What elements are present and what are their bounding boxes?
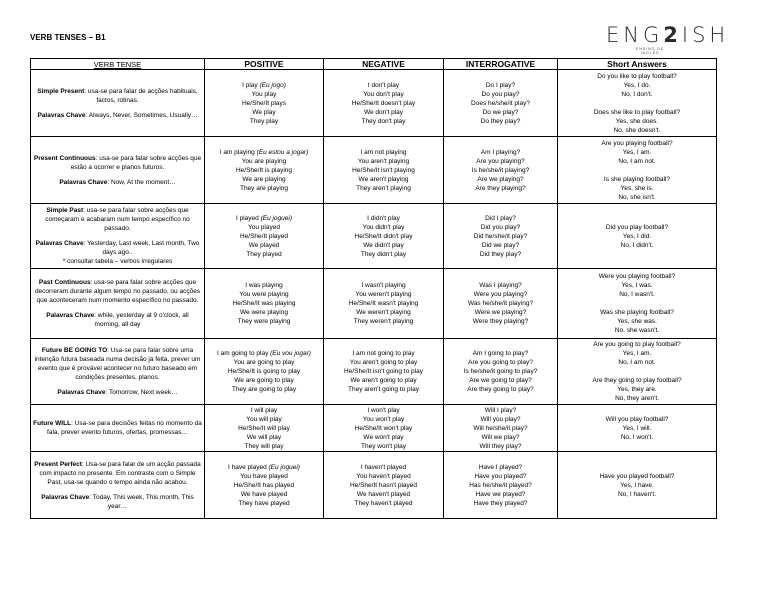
short-answers-cell-line: Yes, I did.	[622, 232, 652, 240]
interrogative-cell-line: Does he/she/it play?	[471, 99, 530, 107]
keywords-text: : Now, At the moment…	[107, 178, 176, 186]
short-answers-cell-line: Does she like to play football?	[593, 108, 681, 116]
interrogative-cell-line: Am I going to play?	[472, 350, 529, 357]
spacer	[560, 367, 714, 376]
table-row	[31, 269, 717, 339]
keywords	[33, 388, 202, 397]
tense-definition	[33, 87, 202, 105]
negative-cell-line: He/She/It isn't playing	[352, 166, 415, 174]
short-answers-cell-line: No, she doesn't.	[613, 126, 661, 134]
short-answers-cell-line: Yes, I do.	[623, 81, 651, 89]
keywords	[33, 493, 202, 511]
negative-cell-line: We weren't playing	[356, 309, 411, 316]
negative-cell-line: He/She/It hasn't played	[349, 481, 417, 489]
short-answers-cell	[558, 137, 717, 204]
tense-description	[31, 137, 205, 204]
short-answers-cell-line: Have you played football?	[599, 472, 675, 480]
short-answers-cell-line: No, I wasn't.	[619, 291, 655, 298]
negative-cell-line: I wasn't playing	[361, 282, 406, 289]
tense-description	[31, 339, 205, 405]
tense-note: * consultar tabela – verbos irregulares	[62, 258, 173, 265]
keywords-text: : Yesterday, Last week, Last month, Two days ago..	[83, 240, 200, 256]
logo-subtitle: ENSINO DE INGLÊS	[635, 47, 665, 55]
interrogative-cell-line: Do you play?	[481, 90, 520, 98]
interrogative-cell-line: Will we play?	[481, 433, 520, 441]
short-answers-cell-line: No, I haven't.	[617, 490, 657, 498]
positive-cell-line: He/She/It is going to play	[227, 368, 301, 375]
negative-cell-line: You didn't play	[362, 223, 405, 231]
short-answers-cell-line: Yes, they are.	[617, 386, 657, 393]
interrogative-cell-line: Is he/she/it going to play?	[463, 368, 538, 375]
negative-cell-line: You haven't played	[356, 472, 411, 480]
tense-description	[31, 452, 205, 519]
short-answers-cell-line: Was she playing football?	[600, 309, 674, 316]
translation-gloss: (Eu jogo)	[259, 81, 286, 89]
header-verb-tense: VERB TENSE	[31, 59, 205, 70]
tense-description	[31, 204, 205, 269]
negative-cell-line: I am not going to play	[352, 350, 415, 357]
positive-cell	[205, 405, 324, 452]
tense-definition-text: : usa-se para falar sobre acções que decorreram durante algum tempo no passado, ou acções que aconteceram num momento específico no passado.	[34, 279, 201, 304]
interrogative-cell-line: Do I play?	[485, 81, 516, 89]
translation-gloss: (Eu joguei)	[260, 214, 292, 222]
positive-cell-line: You play	[251, 90, 277, 98]
negative-cell-line: We haven't played	[356, 490, 411, 498]
tense-name: Simple Past	[46, 207, 84, 214]
interrogative-cell-line: Will you play?	[480, 415, 521, 423]
header-positive: POSITIVE	[205, 59, 324, 70]
tense-definition	[33, 154, 202, 172]
negative-cell-line: We aren't going to play	[350, 377, 417, 384]
negative-cell-line: I am not playing	[360, 148, 407, 156]
tense-definition-text: : usa-se para falar sobre acções que estão a ocorrer e planos futuros.	[70, 154, 202, 171]
interrogative-cell-line: Did we play?	[481, 241, 520, 249]
short-answers-cell-line: Are you going to play football?	[593, 341, 681, 348]
table-header-row	[31, 59, 717, 70]
verb-tenses-table	[30, 58, 717, 519]
interrogative-cell-line: Is he/she/it playing?	[471, 166, 530, 174]
interrogative-cell-line: Have they played?	[473, 499, 528, 507]
english-logo	[606, 23, 730, 55]
negative-cell	[324, 452, 444, 519]
short-answers-cell-line: Were you playing football?	[598, 273, 676, 280]
short-answers-cell-line: Is she playing football?	[603, 175, 671, 183]
interrogative-cell-line: Are you going to play?	[468, 359, 533, 366]
logo-wordmark: ENG2ISH	[606, 23, 730, 47]
spacer	[560, 166, 714, 175]
tense-definition	[33, 460, 202, 487]
interrogative-cell-line: Will I play?	[484, 406, 517, 414]
short-answers-cell	[558, 204, 717, 269]
header-interrogative: INTERROGATIVE	[444, 59, 558, 70]
interrogative-cell-line: Are they playing?	[475, 184, 526, 192]
negative-cell-line: We don't play	[363, 108, 404, 116]
negative-cell-line: They aren't playing	[356, 184, 411, 192]
negative-cell-line: You weren't playing	[355, 291, 412, 298]
interrogative-cell	[444, 137, 558, 204]
interrogative-cell	[444, 70, 558, 137]
short-answers-cell-line: No, she wasn't.	[614, 327, 660, 334]
negative-cell	[324, 405, 444, 452]
interrogative-cell-line: Do they play?	[480, 117, 521, 125]
spacer	[560, 99, 714, 108]
interrogative-cell-line: Were we playing?	[474, 309, 527, 316]
tense-definition-text: : usa-se para falar de acções habituais, factos, rotinas.	[84, 87, 198, 104]
positive-cell-line: He/She/It was playing	[232, 300, 296, 307]
negative-cell-line: He/She/It doesn't play	[351, 99, 416, 107]
spacer	[560, 299, 714, 308]
table-row	[31, 70, 717, 137]
negative-cell-line: We didn't play	[363, 241, 404, 249]
negative-cell-line: You don't play	[363, 90, 404, 98]
positive-cell-line: We have played	[240, 490, 288, 498]
interrogative-cell-line: Will they play?	[479, 442, 522, 450]
table-row	[31, 204, 717, 269]
interrogative-cell-line: Did he/she/it play?	[473, 232, 528, 240]
tense-definition-text: : usa-se para falar sobre acções que começaram e acabaram num tempo específico no passado.	[45, 207, 190, 232]
positive-cell-line: He/She/It plays	[241, 99, 287, 107]
keywords-label: Palavras Chave	[46, 312, 95, 319]
short-answers-cell	[558, 405, 717, 452]
positive-cell-line: They have played	[238, 499, 290, 507]
negative-cell	[324, 339, 444, 405]
translation-gloss: (Eu estou a jogar)	[256, 148, 309, 156]
short-answers-cell-line: No, I won't.	[620, 433, 654, 441]
positive-cell	[205, 204, 324, 269]
positive-cell-line: They were playing	[237, 318, 291, 325]
tense-name: Future BE GOING TO	[41, 347, 108, 354]
short-answers-cell-line: Yes, she was.	[617, 318, 657, 325]
negative-cell-line: We aren't playing	[358, 175, 409, 183]
short-answers-cell-line: No, I am not.	[618, 359, 656, 366]
negative-cell-line: They aren't going to play	[348, 386, 419, 393]
positive-cell-line: I am going to play (Eu vou jogar)	[217, 350, 311, 357]
positive-cell-line: They are going to play	[231, 386, 297, 393]
interrogative-cell-line: Will he/she/it play?	[473, 424, 528, 432]
keywords-label: Palavras Chave	[41, 493, 90, 501]
positive-cell-line: You were playing	[239, 291, 289, 298]
interrogative-cell-line: Are we playing?	[477, 175, 524, 183]
positive-cell-line: He/She/It has played	[233, 481, 295, 489]
negative-cell-line: I don't play	[367, 81, 400, 89]
short-answers-cell-line: Yes, she is.	[620, 184, 654, 192]
short-answers-cell-line: Yes, I will.	[622, 424, 652, 432]
positive-cell-line: We were playing	[240, 309, 288, 316]
tense-name: Past Continuous	[38, 279, 91, 286]
tense-definition-text: : Usa-se para falar de um acção passada com impacto no presente. Em contraste com o Simple Past, usa-se quando o tempo ainda não acabou.	[39, 460, 201, 486]
interrogative-cell-line: Are we going to play?	[469, 377, 532, 384]
positive-cell-line: I have played (Eu joguei)	[228, 463, 300, 471]
tense-name: Simple Present	[37, 87, 85, 95]
keywords	[33, 111, 202, 120]
interrogative-cell-line: Has he/she/it played?	[469, 481, 532, 489]
tense-definition	[33, 419, 202, 437]
positive-cell-line: They will play	[244, 442, 284, 450]
interrogative-cell-line: Do we play?	[482, 108, 519, 116]
translation-gloss: (Eu vou jogar)	[270, 350, 311, 357]
positive-cell-line: You have played	[240, 472, 288, 480]
tense-definition	[33, 206, 202, 233]
tense-definition-text: : Usa-se para decisões feitas no momento da fala, prever evento futuros, ofertas, promessas…	[47, 420, 202, 436]
positive-cell-line: We will play	[246, 433, 282, 441]
positive-cell-line: I play (Eu jogo)	[242, 81, 286, 89]
keywords	[33, 178, 202, 187]
short-answers-cell-line: Did you play football?	[605, 223, 669, 231]
interrogative-cell-line: Were they playing?	[472, 318, 529, 325]
short-answers-cell	[558, 339, 717, 405]
interrogative-cell-line: Are they going to play?	[467, 386, 534, 393]
negative-cell-line: I haven't played	[360, 463, 407, 471]
table-row	[31, 452, 717, 519]
keywords-label: Palavras Chave	[37, 111, 86, 119]
table-row	[31, 339, 717, 405]
keywords-label: Palavras Chave	[59, 178, 108, 186]
interrogative-cell	[444, 452, 558, 519]
keywords-label: Palavras Chave	[57, 389, 106, 396]
interrogative-cell-line: Did you play?	[480, 223, 521, 231]
short-answers-cell-line: No, they aren't.	[615, 395, 659, 402]
positive-cell-line: We played	[248, 241, 280, 249]
positive-cell-line: You are going to play	[233, 359, 295, 366]
document-title: VERB TENSES – B1	[30, 33, 106, 42]
keywords-text: : while, yesterday at 9 o'clock, all morning, all day	[94, 312, 189, 328]
keywords-text: : Tomorrow, Next week…	[105, 389, 178, 396]
positive-cell-line: I will play	[250, 406, 278, 414]
short-answers-cell-line: Yes, I have.	[620, 481, 654, 489]
negative-cell	[324, 204, 444, 269]
table-row	[31, 137, 717, 204]
interrogative-cell-line: Was he/she/it playing?	[467, 300, 534, 307]
short-answers-cell	[558, 70, 717, 137]
tense-name: Present Perfect	[34, 460, 82, 468]
positive-cell-line: We are going to play	[234, 377, 294, 384]
tense-description	[31, 405, 205, 452]
negative-cell	[324, 269, 444, 339]
positive-cell-line: I am playing (Eu estou a jogar)	[219, 148, 309, 156]
positive-cell-line: They play	[249, 117, 279, 125]
short-answers-cell-line: No, she isn't.	[618, 193, 656, 201]
tense-definition-text: : Usa-se para falar sobre uma intenção futura baseada numa decisão já feita, prever um evento que é provável acontecer no futuro baseado em condições presentes, planos.	[34, 347, 201, 381]
header-short-answers: Short Answers	[558, 59, 717, 70]
tense-definition	[33, 346, 202, 382]
negative-cell	[324, 70, 444, 137]
negative-cell-line: They didn't play	[360, 250, 407, 258]
positive-cell	[205, 339, 324, 405]
short-answers-cell-line: Are they going to play football?	[592, 377, 682, 384]
short-answers-cell-line: Will you play football?	[605, 415, 669, 423]
negative-cell-line: We won't play	[363, 433, 404, 441]
negative-cell-line: I didn't play	[367, 214, 400, 222]
keywords-text: : Always, Never, Sometimes, Usually…	[85, 111, 198, 119]
short-answers-cell-line: Yes, I was.	[621, 282, 653, 289]
negative-cell-line: He/She/It didn't play	[354, 232, 413, 240]
negative-cell-line: I won't play	[367, 406, 400, 414]
positive-cell-line: I was playing	[245, 282, 283, 289]
negative-cell-line: They won't play	[361, 442, 406, 450]
interrogative-cell-line: Did I play?	[485, 214, 516, 222]
positive-cell-line: He/She/It played	[239, 232, 289, 240]
short-answers-cell-line: No, I didn't.	[620, 241, 654, 249]
negative-cell-line: He/She/It wasn't playing	[348, 300, 419, 307]
interrogative-cell	[444, 204, 558, 269]
keywords	[33, 311, 202, 329]
interrogative-cell-line: Was I playing?	[479, 282, 522, 289]
positive-cell-line: They played	[246, 250, 282, 258]
negative-cell	[324, 137, 444, 204]
negative-cell-line: They haven't played	[354, 499, 413, 507]
interrogative-cell-line: Am I playing?	[480, 148, 521, 156]
short-answers-cell-line: Yes, she does.	[615, 117, 659, 125]
short-answers-cell-line: No, I am not.	[618, 157, 656, 165]
tense-description	[31, 70, 205, 137]
positive-cell-line: We are playing	[242, 175, 286, 183]
keywords-label: Palavras Chave	[35, 240, 84, 247]
interrogative-cell-line: Were you playing?	[473, 291, 528, 298]
interrogative-cell-line: Have you played?	[474, 472, 527, 480]
tense-description	[31, 269, 205, 339]
positive-cell	[205, 452, 324, 519]
interrogative-cell-line: Are you playing?	[476, 157, 525, 165]
interrogative-cell-line: Have we played?	[475, 490, 526, 498]
interrogative-cell	[444, 405, 558, 452]
tense-name: Future WILL	[33, 420, 72, 427]
positive-cell-line: We play	[252, 108, 276, 116]
tense-name: Present Continuous	[33, 154, 96, 162]
table-row	[31, 405, 717, 452]
negative-cell-line: They don't play	[361, 117, 406, 125]
negative-cell-line: You aren't going to play	[349, 359, 418, 366]
positive-cell-line: They are playing	[239, 184, 289, 192]
positive-cell-line: He/She/It is playing	[235, 166, 292, 174]
positive-cell-line: You will play	[246, 415, 282, 423]
negative-cell-line: He/She/It won't play	[354, 424, 413, 432]
positive-cell	[205, 70, 324, 137]
keywords-text: : Today, This week, This month, This year…	[89, 493, 194, 510]
interrogative-cell	[444, 339, 558, 405]
negative-cell-line: He/She/It isn't going to play	[344, 368, 423, 375]
short-answers-cell-line: Yes, I am.	[622, 148, 652, 156]
interrogative-cell-line: Have I played?	[478, 463, 523, 471]
negative-cell-line: You won't play	[362, 415, 405, 423]
short-answers-cell	[558, 452, 717, 519]
short-answers-cell-line: Yes, I am.	[622, 350, 652, 357]
keywords	[33, 239, 202, 257]
short-answers-cell-line: Are you playing football?	[601, 139, 673, 147]
positive-cell-line: I played (Eu joguei)	[235, 214, 292, 222]
positive-cell-line: You are playing	[241, 157, 287, 165]
short-answers-cell-line: No, I don't.	[621, 90, 653, 98]
short-answers-cell-line: Do you like to play football?	[597, 72, 677, 80]
translation-gloss: (Eu joguei)	[268, 463, 300, 471]
positive-cell-line: You played	[248, 223, 280, 231]
positive-cell	[205, 137, 324, 204]
negative-cell-line: You aren't playing	[357, 157, 410, 165]
interrogative-cell-line: Did they play?	[479, 250, 522, 258]
interrogative-cell	[444, 269, 558, 339]
short-answers-cell	[558, 269, 717, 339]
header-negative: NEGATIVE	[324, 59, 444, 70]
positive-cell-line: He/She/It will play	[238, 424, 290, 432]
positive-cell	[205, 269, 324, 339]
tense-definition	[33, 278, 202, 305]
negative-cell-line: They weren't playing	[353, 318, 414, 325]
